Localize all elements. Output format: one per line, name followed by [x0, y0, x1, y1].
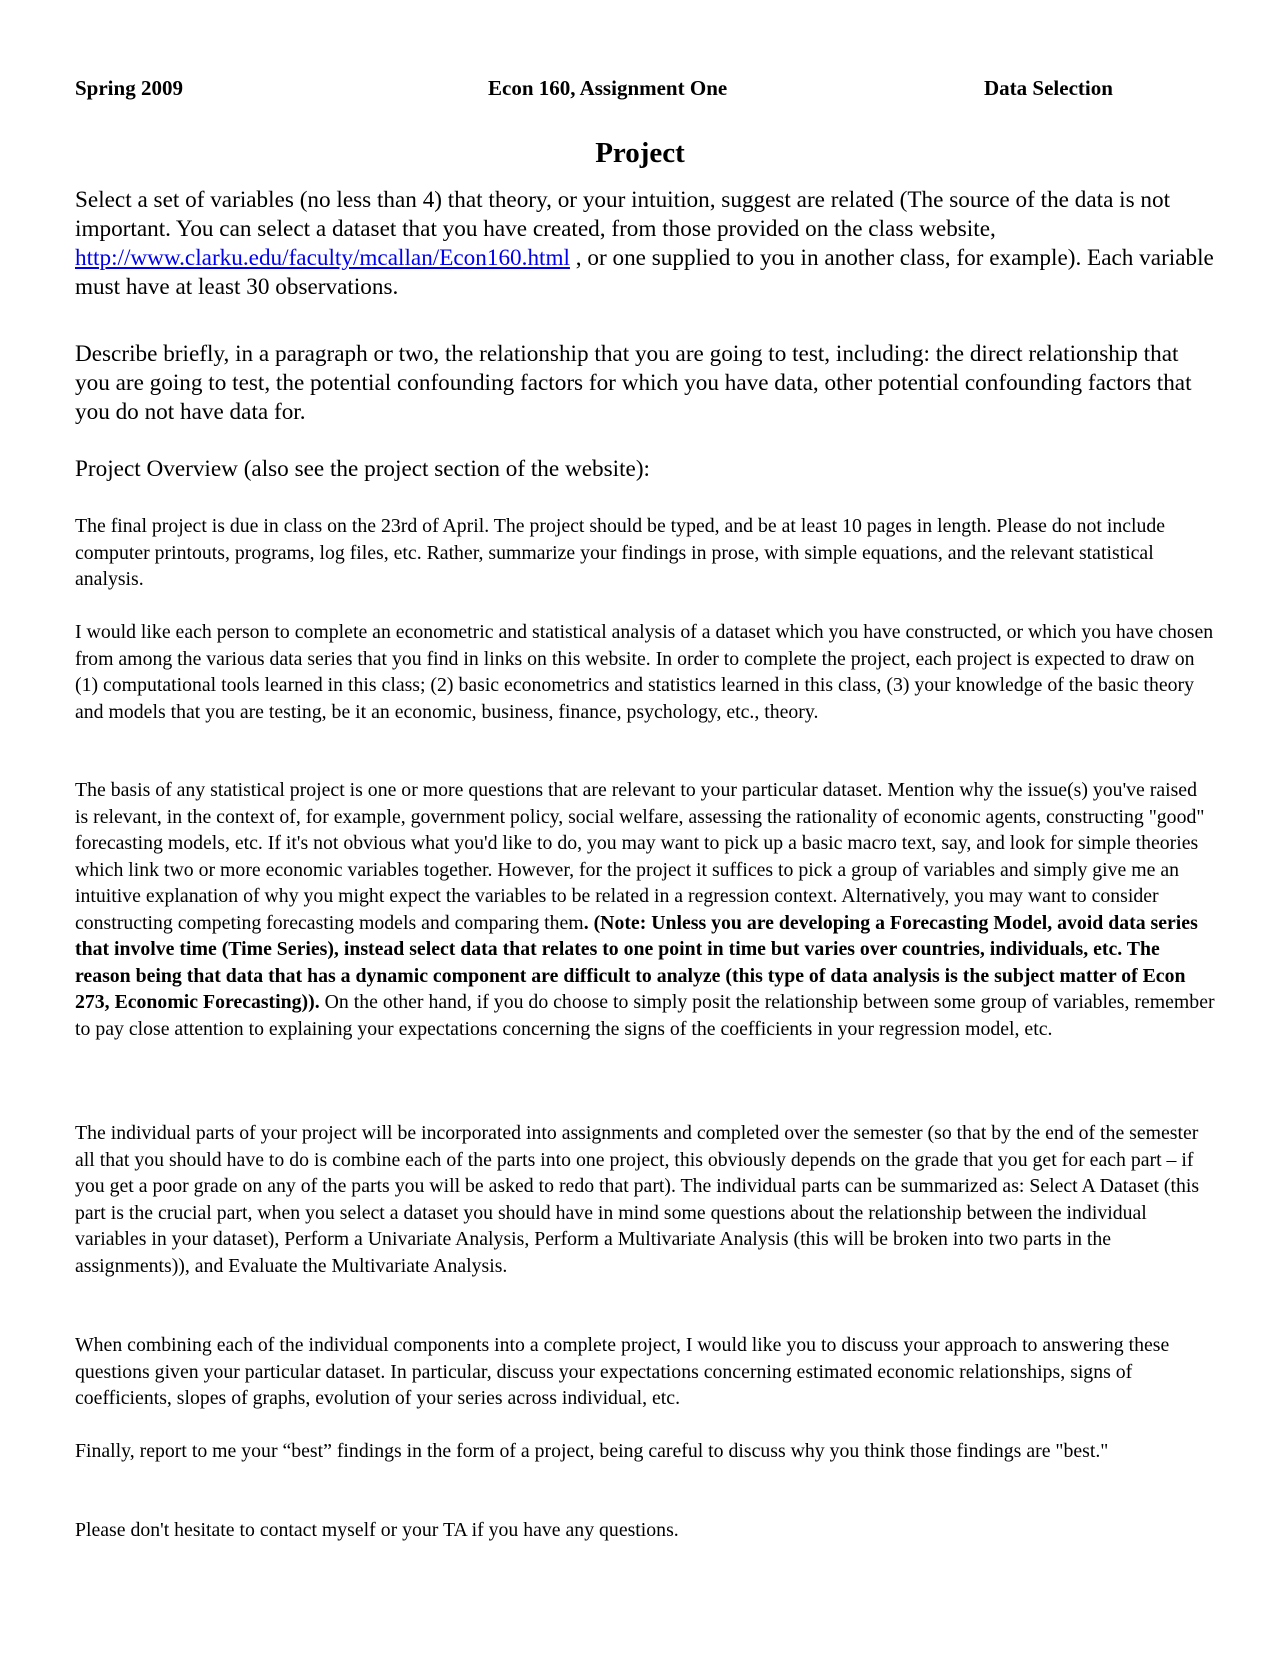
intro-p1-text-a: Select a set of variables (no less than 4) that theory, or your intuition, suggest are related (The source of the data is not important. You can select a dataset that you have created, from those provided on the class website, [75, 187, 1171, 242]
body-paragraph-2 [75, 619, 1215, 725]
intro-p3-text: Project Overview (also see the project section of the website): [75, 456, 650, 482]
header-course: Econ 160, Assignment One [488, 76, 728, 100]
body-p3-text-a: The basis of any statistical project is one or more questions that are relevant to your particular dataset. Mention why the issue(s) you've raised is relevant, in the context of, for example, government policy, social welfare, assessing the rationality of economic agents, constructing "good" forecasting models, etc. If it's not obvious what you'd like to do, you may want to pick up a basic macro text, say, and look for simple theories which link two or more economic variables together. However, for the project it suffices to pick a group of variables and simply give me an intuitive explanation of why you might expect the variables to be related in a regression context. Alternatively, you may want to consider constructing competing forecasting models and comparing them [75, 779, 1205, 934]
body-p1-text: The final project is due in class on the 23rd of April. The project should be typed, and be at least 10 pages in length. Please do not include computer printouts, programs, log files, etc. Rather, summarize your findings in prose, with simple equations, and the relevant statistical analysis. [75, 515, 1166, 590]
body-p6-text: Finally, report to me your “best” findings in the form of a project, being careful to discuss why you think those findings are "best." [75, 1440, 1109, 1462]
body-paragraph-4 [75, 1120, 1215, 1279]
header-term: Spring 2009 [75, 76, 183, 100]
intro-paragraph-2 [75, 340, 1215, 427]
class-website-link[interactable]: http://www.clarku.edu/faculty/mcallan/Econ160.html [75, 245, 570, 271]
body-paragraph-5 [75, 1332, 1215, 1412]
body-p3-text-b: On the other hand, if you do choose to simply posit the relationship between some group of variables, remember to pay close attention to explaining your expectations concerning the signs of the coefficients in your regression model, etc. [75, 991, 1215, 1040]
body-p4-text: The individual parts of your project will be incorporated into assignments and completed over the semester (so that by the end of the semester all that you should have to do is combine each of the parts into one project, this obviously depends on the grade that you get for each part – if you get a poor grade on any of the parts you will be asked to redo that part). The individual parts can be summarized as: Select A Dataset (this part is the crucial part, when you select a dataset you should have in mind some questions about the relationship between the individual variables in your dataset), Perform a Univariate Analysis, Perform a Multivariate Analysis (this will be broken into two parts in the assignments)), and Evaluate the Multivariate Analysis. [75, 1122, 1200, 1277]
body-paragraph-3 [75, 777, 1215, 1042]
intro-p1-text-b: , or one supplied to you in another class, for example). Each variable must have at least 30 observations. [75, 245, 1214, 300]
body-p5-text: When combining each of the individual components into a complete project, I would like you to discuss your approach to answering these questions given your particular dataset. In particular, discuss your expectations concerning estimated economic relationships, signs of coefficients, slopes of graphs, evolution of your series across individual, etc. [75, 1334, 1170, 1409]
body-p2-text: I would like each person to complete an econometric and statistical analysis of a dataset which you have constructed, or which you have chosen from among the various data series that you find in links on this website. In order to complete the project, each project is expected to draw on (1) computational tools learned in this class; (2) basic econometrics and statistics learned in this class, (3) your knowledge of the basic theory and models that you are testing, be it an economic, business, finance, psychology, etc., theory. [75, 621, 1214, 723]
body-paragraph-6 [75, 1438, 1215, 1465]
body-p7-text: Please don't hesitate to contact myself or your TA if you have any questions. [75, 1519, 679, 1541]
intro-paragraph-3 [75, 455, 1215, 484]
body-paragraph-1 [75, 513, 1215, 593]
body-paragraph-7 [75, 1517, 1215, 1544]
intro-paragraph-1 [75, 186, 1215, 302]
header-topic: Data Selection [984, 76, 1113, 100]
intro-p2-text: Describe briefly, in a paragraph or two, the relationship that you are going to test, including: the direct relationship that you are going to test, the potential confounding factors for which you have data, other potential confounding factors that you do not have data for. [75, 341, 1192, 425]
page-title: Project [595, 137, 685, 169]
forecasting-note: . (Note: Unless you are developing a Forecasting Model, avoid data series that involve time (Time Series), instead select data that relates to one point in time but varies over countries, individuals, etc. The reason being that data that has a dynamic component are difficult to analyze (this type of data analysis is the subject matter of Econ 273, Economic Forecasting)). [75, 911, 1198, 1013]
